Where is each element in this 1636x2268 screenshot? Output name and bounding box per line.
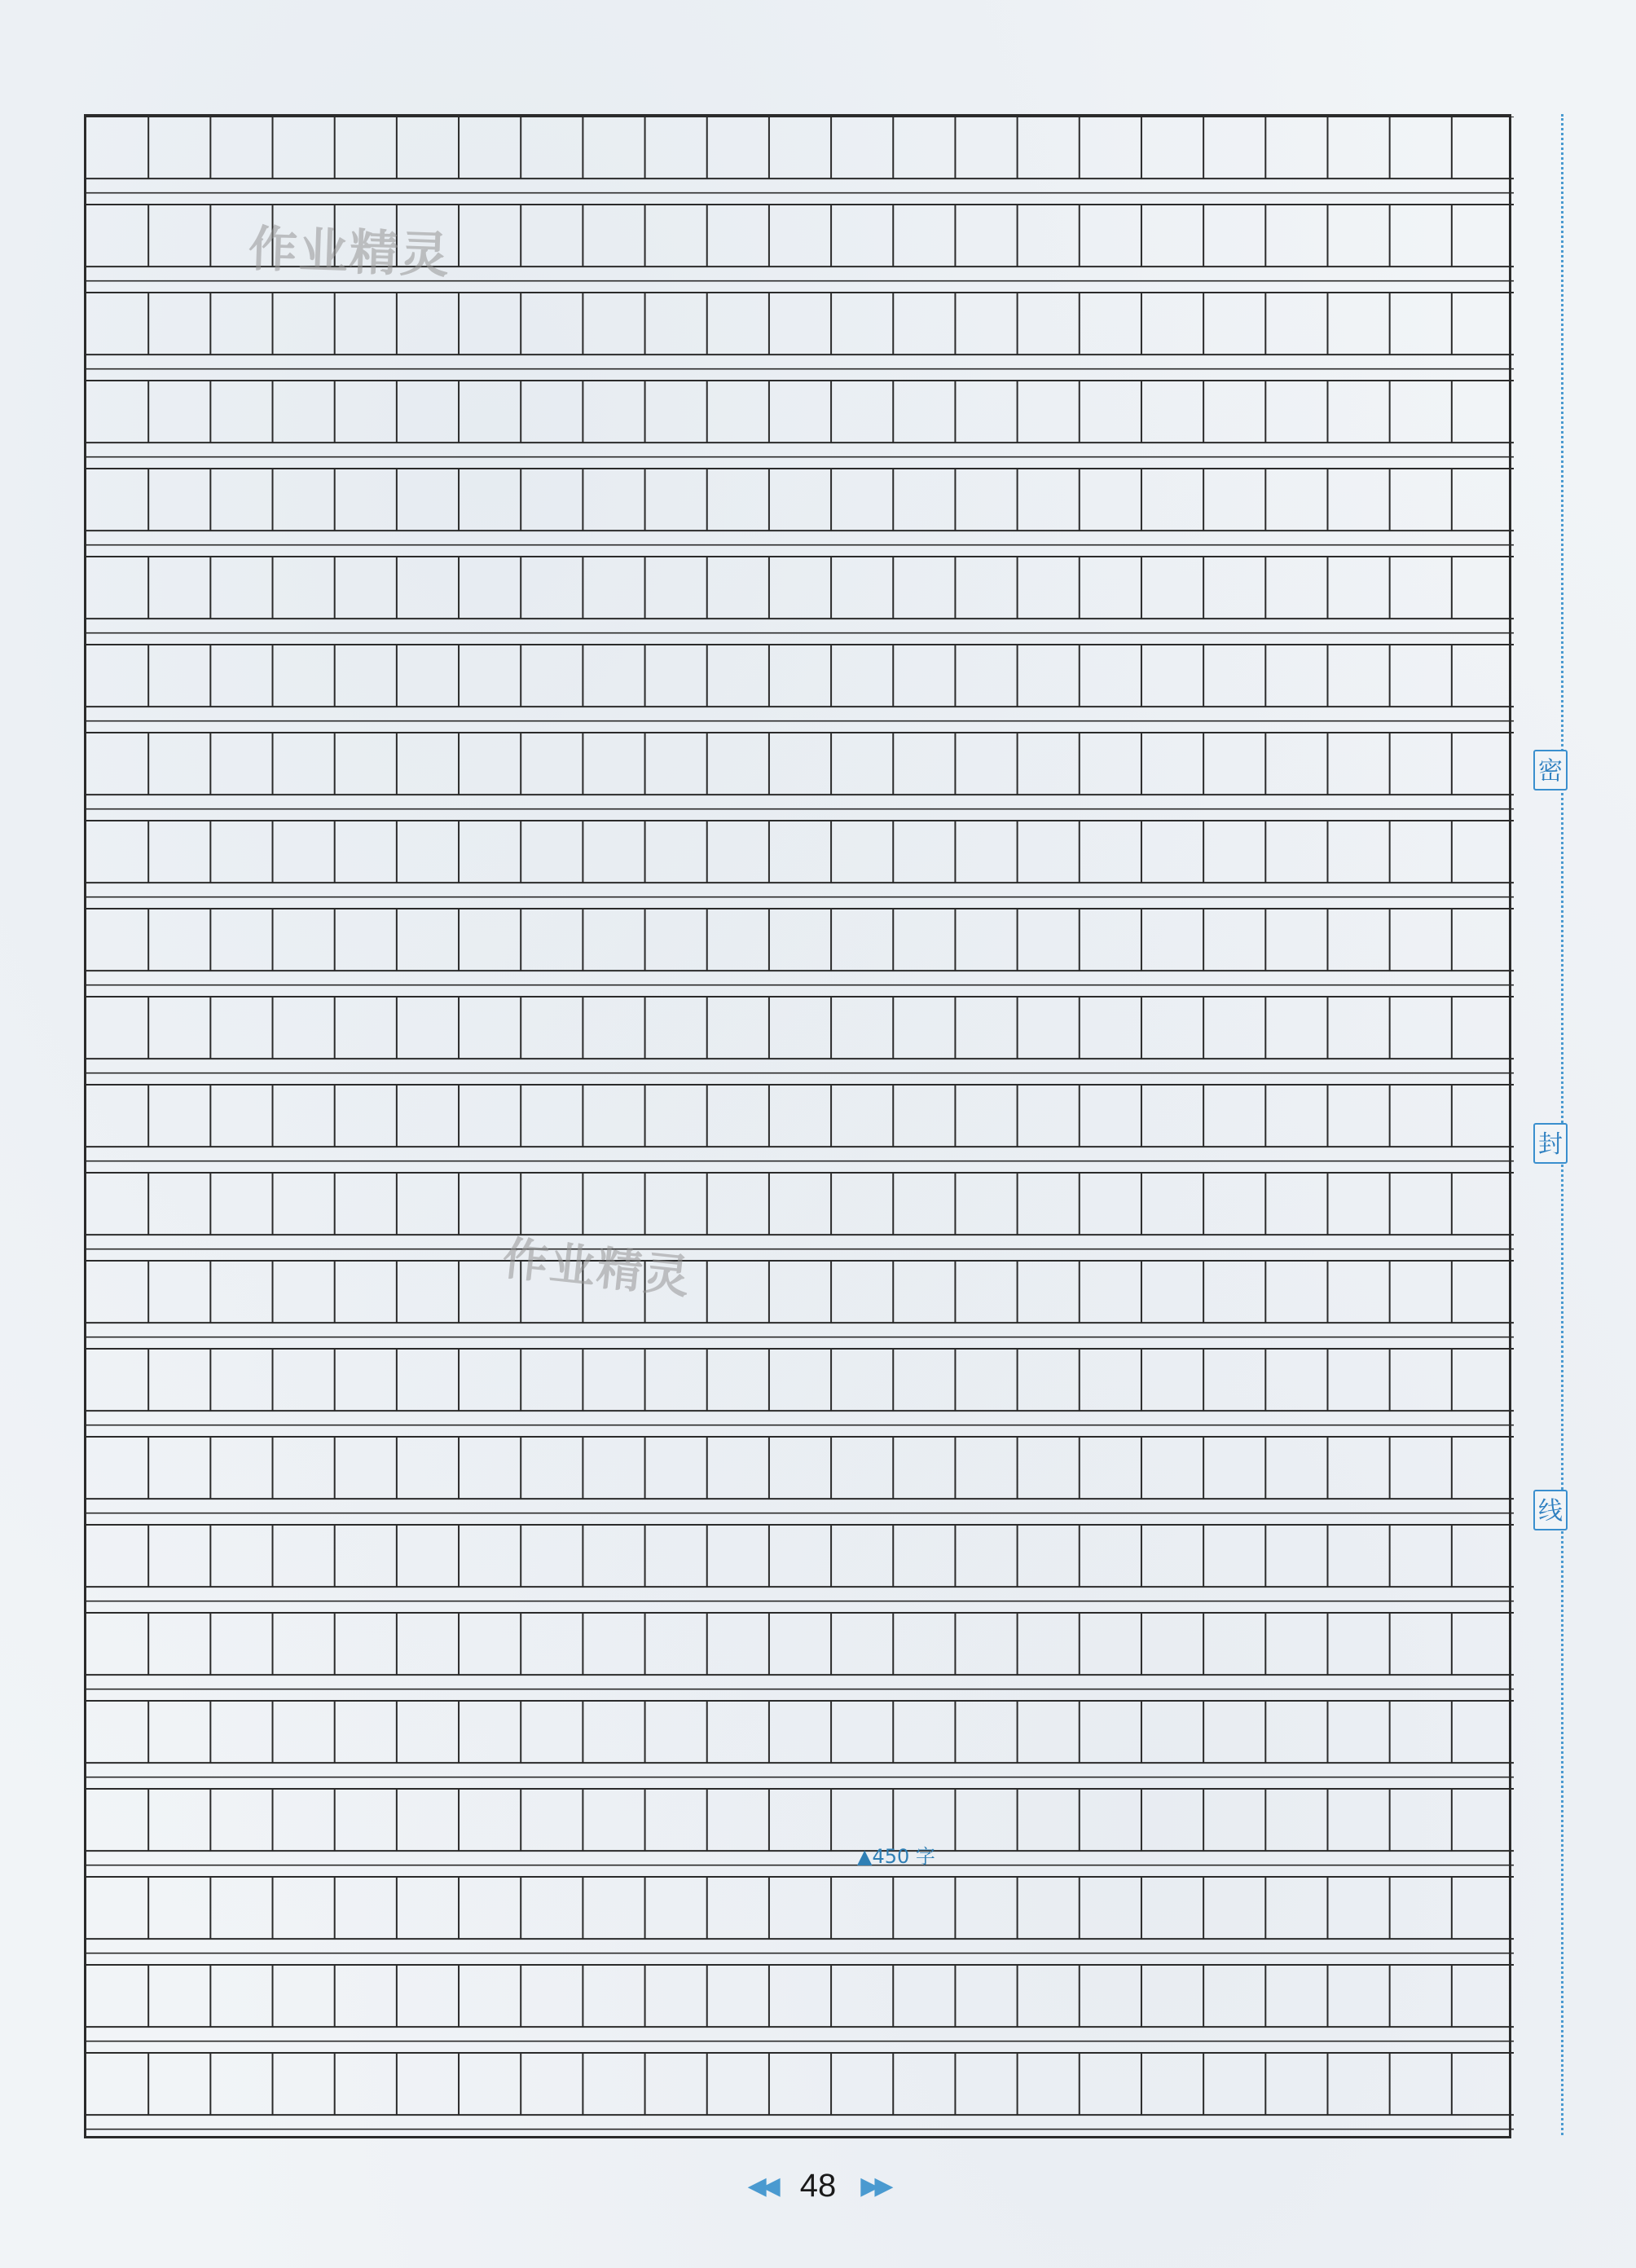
binding-label-line: 线 <box>1533 1490 1568 1530</box>
next-arrows-icon: ▶▶ <box>860 2172 889 2200</box>
composition-grid <box>84 114 1511 2138</box>
binding-label-seal: 密 <box>1533 750 1568 790</box>
watermark-top: 作业精灵 <box>247 220 451 285</box>
binding-label-close: 封 <box>1533 1123 1568 1164</box>
word-count-marker: ▲450 字 <box>857 1845 935 1868</box>
page-footer <box>0 2168 1636 2217</box>
prev-arrows-icon: ◀◀ <box>747 2172 776 2200</box>
watermark-middle: 作业精灵 <box>499 1231 694 1305</box>
composition-grid-lines <box>86 117 1514 2141</box>
page-number: 48 <box>799 2168 837 2204</box>
